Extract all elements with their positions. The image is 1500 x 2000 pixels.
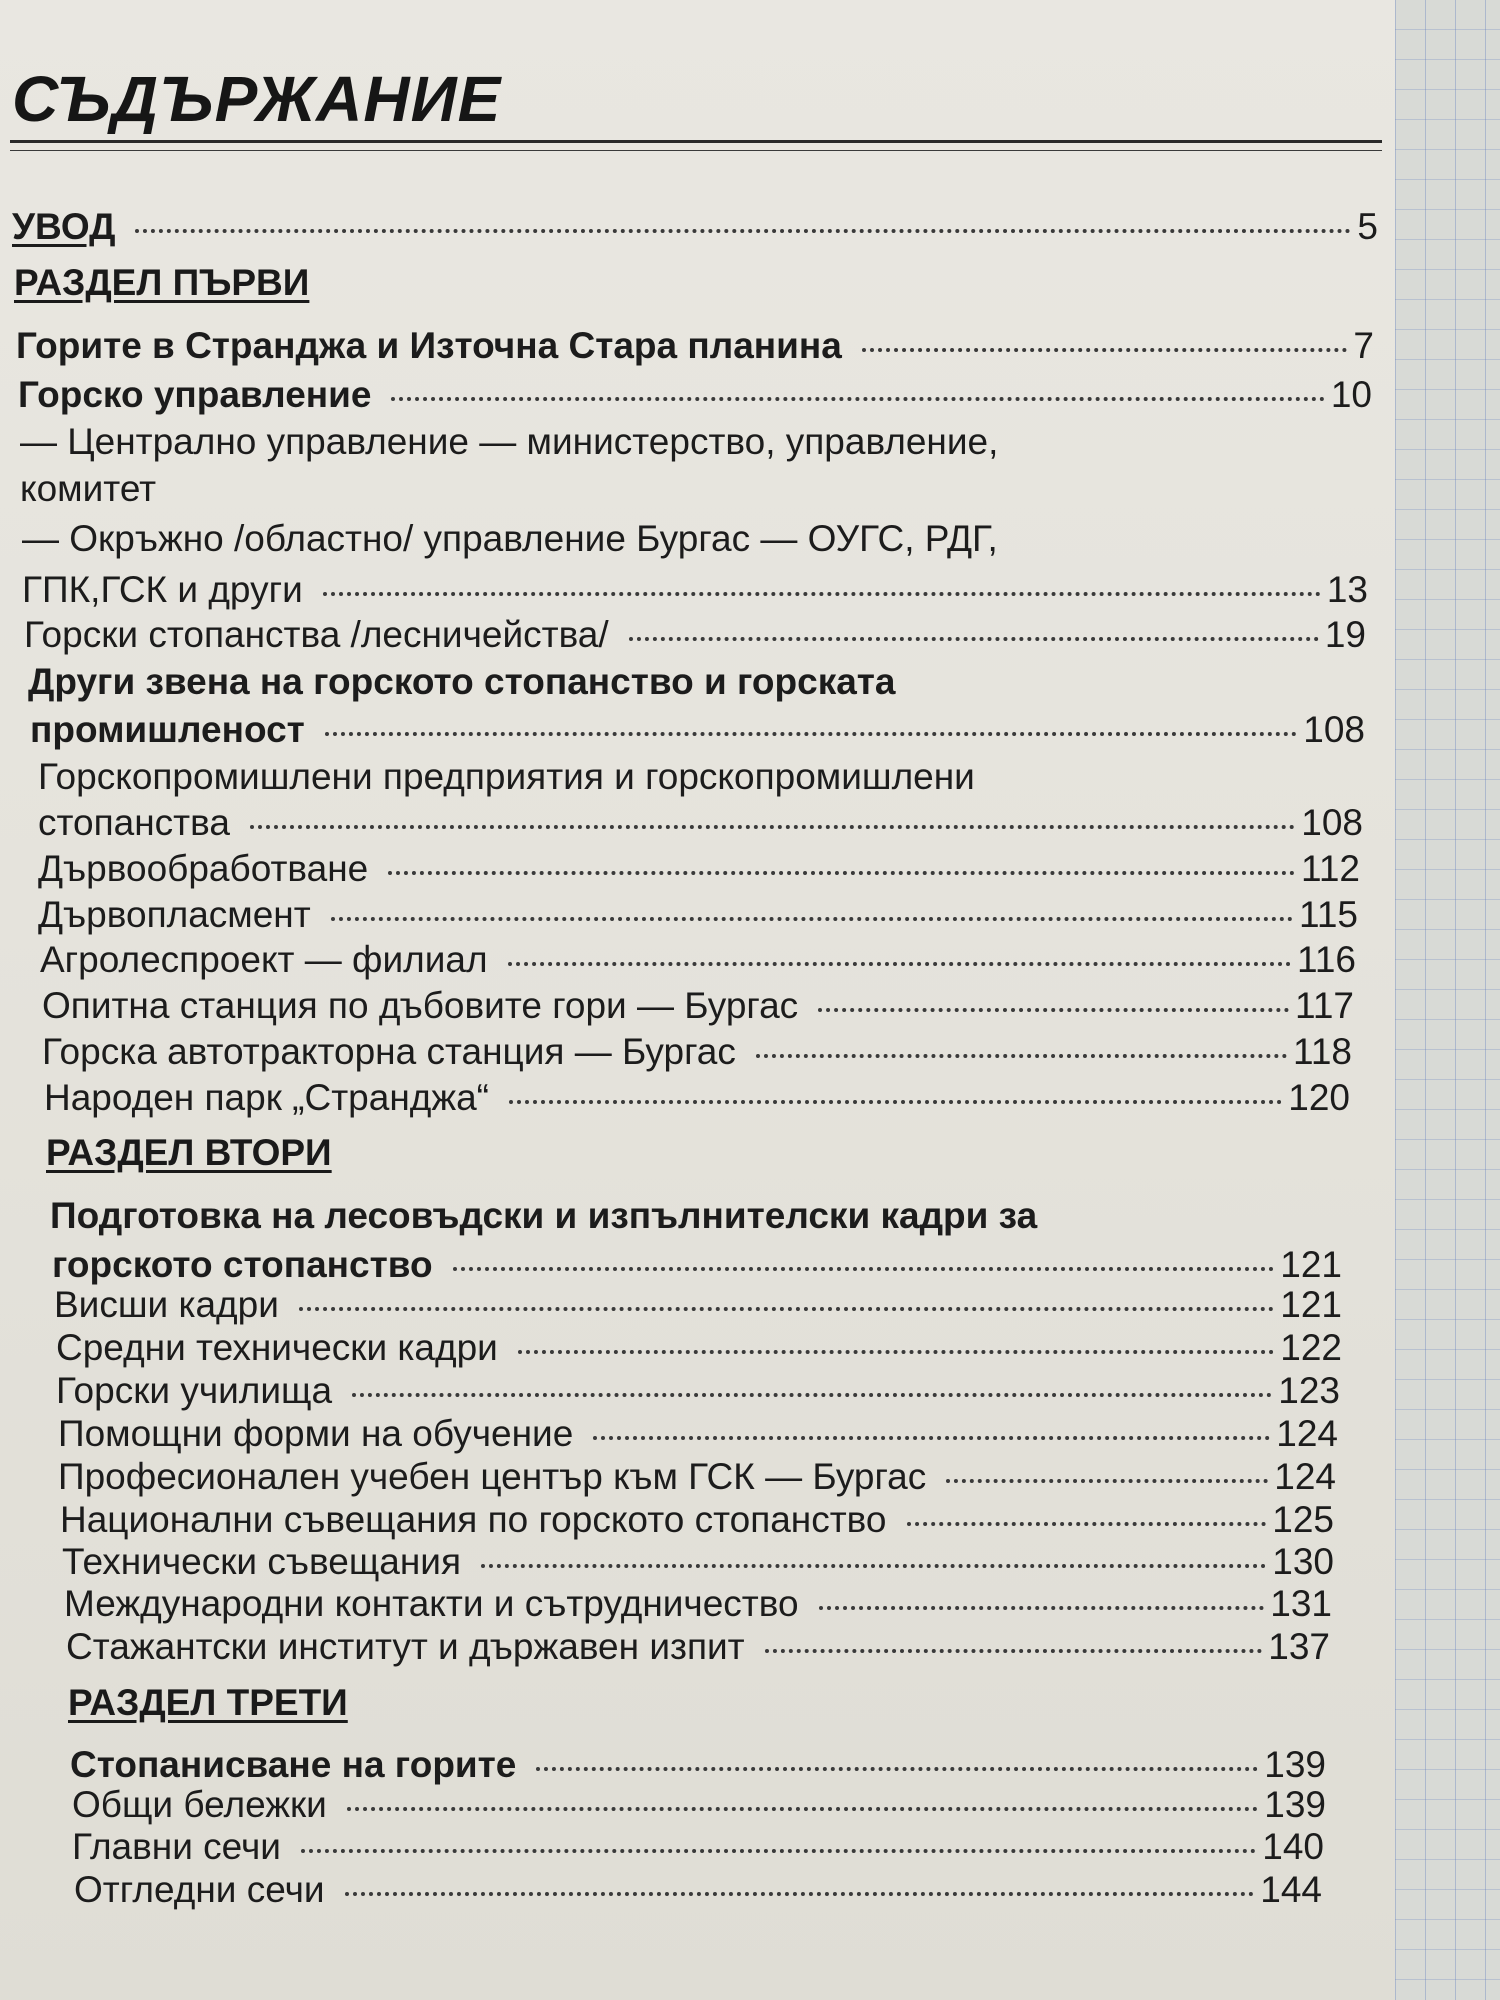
dot-leader bbox=[818, 1008, 1289, 1012]
dot-leader bbox=[481, 1564, 1266, 1568]
toc-entry-title: Висши кадри bbox=[54, 1284, 279, 1325]
toc-entry-title: Агролеспроект — филиал bbox=[40, 939, 488, 980]
toc-entry-title: Международни контакти и сътрудничество bbox=[64, 1583, 799, 1624]
toc-page-number: 19 bbox=[1324, 614, 1366, 655]
toc-entry bbox=[70, 1745, 1326, 1785]
toc-page-number: 10 bbox=[1330, 374, 1372, 415]
toc-page-number: 117 bbox=[1295, 985, 1354, 1026]
toc-entry bbox=[38, 895, 1358, 935]
section-heading-2: РАЗДЕЛ ВТОРИ bbox=[46, 1132, 332, 1173]
dot-leader bbox=[135, 229, 1351, 233]
dot-leader bbox=[250, 825, 1295, 829]
toc-entry-title: Горите в Странджа и Източна Стара планина bbox=[16, 325, 842, 366]
toc-subentry-line: — Централно управление — министерство, управление, bbox=[20, 421, 999, 462]
toc-entry bbox=[62, 1542, 1334, 1582]
toc-entry bbox=[74, 1870, 1322, 1910]
grid-paper-backdrop bbox=[1395, 0, 1500, 2000]
toc-entry-title: Горска автотракторна станция — Бургас bbox=[42, 1031, 736, 1072]
dot-leader bbox=[765, 1649, 1263, 1653]
toc-entry bbox=[56, 1328, 1342, 1368]
toc-page-number: 123 bbox=[1278, 1370, 1340, 1411]
toc-page-number: 121 bbox=[1280, 1284, 1342, 1325]
dot-leader bbox=[518, 1350, 1274, 1354]
toc-page-number: 139 bbox=[1264, 1744, 1326, 1785]
dot-leader bbox=[509, 1100, 1282, 1104]
toc-entry-title: промишленост bbox=[30, 709, 305, 750]
toc-page-number: 7 bbox=[1353, 325, 1374, 366]
toc-entry-title: Отгледни сечи bbox=[74, 1869, 325, 1910]
title-rule-thin bbox=[10, 150, 1382, 151]
toc-entry-title: Средни технически кадри bbox=[56, 1327, 498, 1368]
toc-entry-title: Общи бележки bbox=[72, 1784, 327, 1825]
toc-entry-title: Помощни форми на обучение bbox=[58, 1413, 574, 1454]
toc-entry bbox=[38, 803, 1363, 843]
dot-leader bbox=[299, 1307, 1274, 1311]
toc-page-number: 140 bbox=[1262, 1826, 1324, 1867]
toc-subentry-line: Горскопромишлени предприятия и горскопромишлени bbox=[38, 756, 975, 797]
toc-page-number: 108 bbox=[1303, 709, 1365, 750]
toc-page-number: 5 bbox=[1357, 206, 1378, 247]
toc-entry-line: Подготовка на лесовъдски и изпълнителски кадри за bbox=[50, 1195, 1038, 1236]
dot-leader bbox=[453, 1267, 1275, 1271]
toc-entry-title: Дървопласмент bbox=[38, 894, 311, 935]
toc-entry-title: Главни сечи bbox=[72, 1826, 281, 1867]
dot-leader bbox=[946, 1479, 1268, 1483]
toc-entry bbox=[16, 326, 1374, 366]
toc-entry-title: стопанства bbox=[38, 802, 230, 843]
toc-page-number: 130 bbox=[1272, 1541, 1334, 1582]
toc-entry bbox=[18, 375, 1372, 415]
toc-page-number: 116 bbox=[1297, 939, 1356, 980]
toc-entry bbox=[52, 1245, 1342, 1285]
toc-subentry-line: — Окръжно /областно/ управление Бургас — ОУГС, РДГ, bbox=[22, 518, 998, 559]
dot-leader bbox=[352, 1393, 1272, 1397]
toc-entry-title: Опитна станция по дъбовите гори — Бургас bbox=[42, 985, 799, 1026]
toc-entry-title: Стопанисване на горите bbox=[70, 1744, 517, 1785]
toc-page-number: 118 bbox=[1293, 1031, 1352, 1072]
toc-entry bbox=[42, 1032, 1352, 1072]
toc-entry bbox=[22, 570, 1368, 610]
dot-leader bbox=[301, 1849, 1256, 1853]
dot-leader bbox=[345, 1892, 1255, 1896]
dot-leader bbox=[593, 1436, 1270, 1440]
dot-leader bbox=[629, 637, 1319, 641]
toc-entry bbox=[72, 1827, 1324, 1867]
toc-page-number: 121 bbox=[1280, 1244, 1342, 1285]
toc-entry-title: Технически съвещания bbox=[62, 1541, 461, 1582]
dot-leader bbox=[907, 1522, 1267, 1526]
dot-leader bbox=[323, 592, 1321, 596]
section-heading-3: РАЗДЕЛ ТРЕТИ bbox=[68, 1682, 348, 1723]
toc-page-number: 112 bbox=[1301, 848, 1360, 889]
toc-entry bbox=[44, 1078, 1350, 1118]
dot-leader bbox=[536, 1767, 1258, 1771]
toc-page-number: 115 bbox=[1299, 894, 1358, 935]
toc-entry-title: горското стопанство bbox=[52, 1244, 433, 1285]
toc-page-number: 13 bbox=[1326, 569, 1368, 610]
toc-entry bbox=[58, 1414, 1338, 1454]
dot-leader bbox=[388, 871, 1295, 875]
toc-entry bbox=[64, 1584, 1332, 1624]
page-title: СЪДЪРЖАНИЕ bbox=[12, 63, 502, 135]
toc-entry-title: ГПК,ГСК и други bbox=[22, 569, 303, 610]
toc-page-number: 125 bbox=[1272, 1499, 1334, 1540]
toc-entry-title: Национални съвещания по горското стопанство bbox=[60, 1499, 887, 1540]
toc-page-number: 144 bbox=[1260, 1869, 1322, 1910]
toc-entry bbox=[58, 1457, 1336, 1497]
toc-entry bbox=[42, 986, 1354, 1026]
toc-page-number: 124 bbox=[1276, 1413, 1338, 1454]
toc-page-number: 122 bbox=[1280, 1327, 1342, 1368]
toc-page-number: 131 bbox=[1270, 1583, 1332, 1624]
toc-entry-line: Други звена на горското стопанство и горската bbox=[28, 661, 896, 702]
toc-entry-title: Дървообработване bbox=[38, 848, 369, 889]
dot-leader bbox=[508, 962, 1291, 966]
toc-page-number: 108 bbox=[1301, 802, 1363, 843]
toc-entry-title: Горски училища bbox=[56, 1370, 333, 1411]
dot-leader bbox=[391, 397, 1324, 401]
toc-page-number: 120 bbox=[1288, 1077, 1350, 1118]
toc-entry bbox=[38, 849, 1360, 889]
section-heading-1: РАЗДЕЛ ПЪРВИ bbox=[14, 262, 310, 303]
toc-entry bbox=[60, 1500, 1334, 1540]
toc-entry bbox=[30, 710, 1365, 750]
dot-leader bbox=[862, 348, 1348, 352]
toc-entry bbox=[72, 1785, 1326, 1825]
dot-leader bbox=[347, 1807, 1258, 1811]
dot-leader bbox=[331, 917, 1293, 921]
toc-entry bbox=[40, 940, 1356, 980]
toc-page-number: 137 bbox=[1268, 1626, 1330, 1667]
toc-entry-title: УВОД bbox=[12, 206, 116, 247]
title-rule-thick bbox=[10, 140, 1382, 143]
toc-entry-intro bbox=[12, 207, 1378, 247]
toc-entry-title: Професионален учебен център към ГСК — Бургас bbox=[58, 1456, 927, 1497]
dot-leader bbox=[819, 1606, 1265, 1610]
toc-entry bbox=[66, 1627, 1330, 1667]
toc-entry bbox=[54, 1285, 1342, 1325]
toc-entry-title: Горско управление bbox=[18, 374, 372, 415]
dot-leader bbox=[325, 732, 1297, 736]
toc-entry-title: Горски стопанства /лесничейства/ bbox=[24, 614, 609, 655]
toc-entry bbox=[24, 615, 1366, 655]
toc-subentry-line: комитет bbox=[20, 468, 157, 509]
toc-entry bbox=[56, 1371, 1340, 1411]
toc-page-number: 124 bbox=[1274, 1456, 1336, 1497]
toc-entry-title: Стажантски институт и държавен изпит bbox=[66, 1626, 745, 1667]
dot-leader bbox=[756, 1054, 1287, 1058]
toc-entry-title: Народен парк „Странджа“ bbox=[44, 1077, 489, 1118]
toc-page-number: 139 bbox=[1264, 1784, 1326, 1825]
